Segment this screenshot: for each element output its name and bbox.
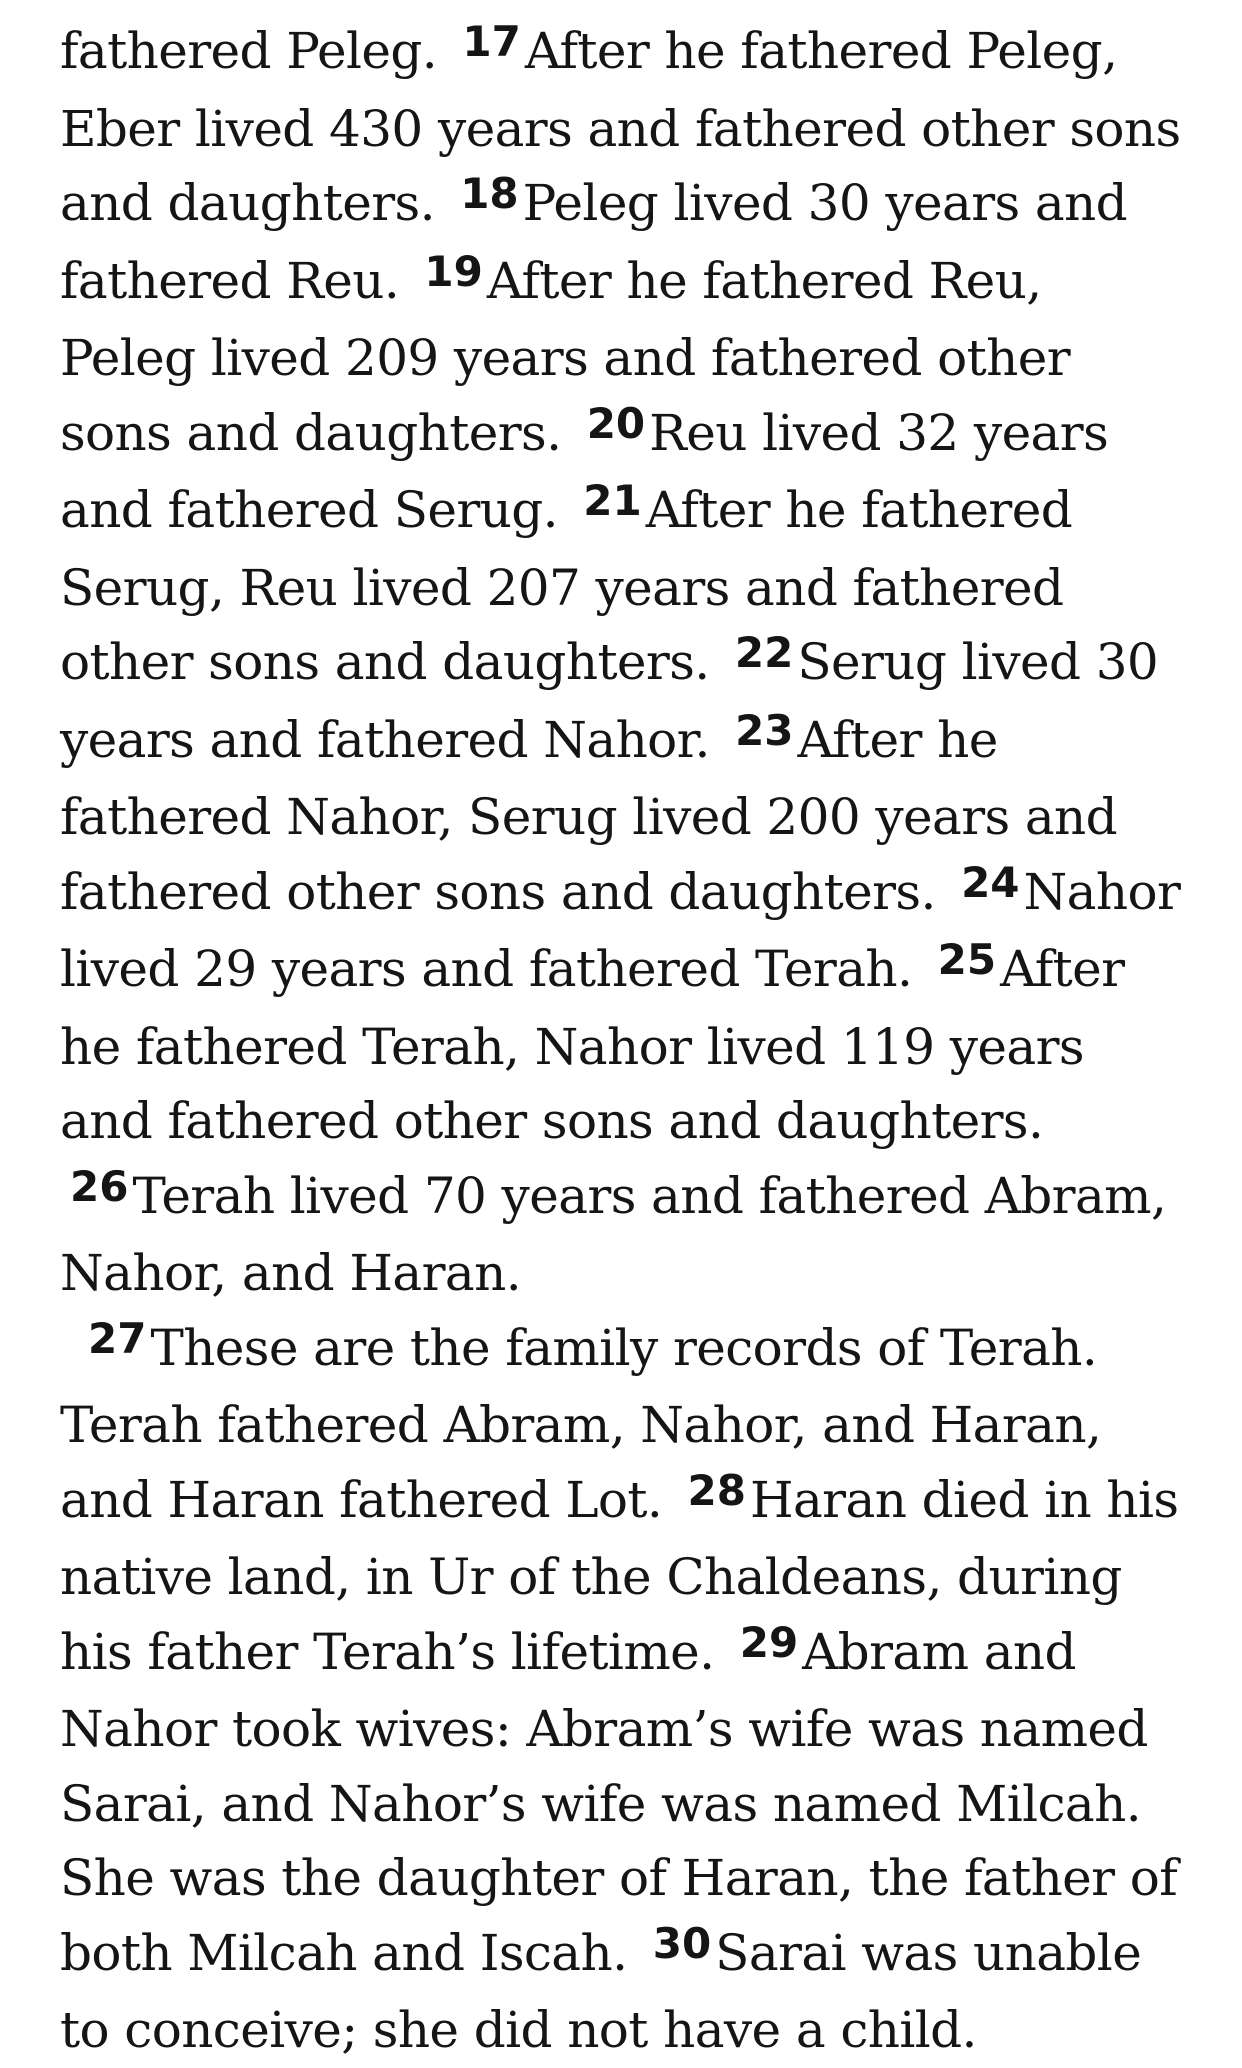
verse-number[interactable]: 20 bbox=[586, 398, 646, 448]
verse-number[interactable]: 29 bbox=[739, 1617, 799, 1667]
verse-number[interactable]: 27 bbox=[88, 1313, 147, 1363]
paragraph bbox=[60, 14, 1190, 1311]
paragraph bbox=[60, 1311, 1190, 2068]
verse-text: Terah lived 70 years and fathered Abram, Nahor, and Haran. bbox=[60, 1166, 1167, 1302]
verse-text: Abram and Nahor took wives: Abram’s wife was named Sarai, and Nahor’s wife was named Milcah. She was the daughter of Haran, the father of both Milcah and Iscah. bbox=[60, 1622, 1178, 1982]
verse-text: These are the family records of Terah. Terah fathered Abram, Nahor, and Haran, and Haran fathered Lot. bbox=[60, 1318, 1102, 1529]
verse-number[interactable]: 19 bbox=[424, 246, 483, 296]
verse-number[interactable]: 23 bbox=[735, 705, 794, 755]
verse-number[interactable]: 24 bbox=[961, 857, 1020, 907]
verse-text: Nahor lived 29 years and fathered Terah. bbox=[60, 862, 1181, 998]
verse-number[interactable]: 22 bbox=[734, 628, 794, 677]
verse-number[interactable]: 25 bbox=[937, 935, 997, 984]
verse-text: After he fathered Terah, Nahor lived 119 years and fathered other sons and daughters. bbox=[60, 940, 1125, 1150]
verse-text: After he fathered Reu, Peleg lived 209 years and fathered other sons and daughters. bbox=[60, 251, 1071, 462]
verse-text: Reu lived 32 years and fathered Serug. bbox=[60, 403, 1109, 539]
verse-number[interactable]: 26 bbox=[70, 1161, 129, 1211]
verse-text: Haran died in his native land, in Ur of the Chaldeans, during his father Terah’s lifetime. bbox=[60, 1470, 1179, 1681]
verse-text: After he fathered Serug, Reu lived 207 years and fathered other sons and daughters. bbox=[60, 481, 1073, 691]
verse-number[interactable]: 28 bbox=[687, 1465, 746, 1515]
verse-number[interactable]: 30 bbox=[652, 1918, 712, 1968]
scripture-reader bbox=[60, 14, 1190, 2068]
verse-number[interactable]: 17 bbox=[462, 17, 521, 66]
verse-text: Sarai was unable to conceive; she did not have a child. bbox=[60, 1923, 1142, 2059]
verse-text: fathered Peleg. bbox=[60, 22, 438, 80]
verse-number[interactable]: 21 bbox=[583, 476, 642, 525]
verse-text: After he fathered Nahor, Serug lived 200 years and fathered other sons and daughters. bbox=[60, 710, 1118, 921]
verse-text: Serug lived 30 years and fathered Nahor. bbox=[60, 633, 1159, 769]
verse-number[interactable]: 18 bbox=[460, 169, 519, 218]
verse-text: After he fathered Peleg, Eber lived 430 years and fathered other sons and daughters. bbox=[60, 22, 1181, 232]
verse-text: Peleg lived 30 years and fathered Reu. bbox=[60, 174, 1128, 310]
